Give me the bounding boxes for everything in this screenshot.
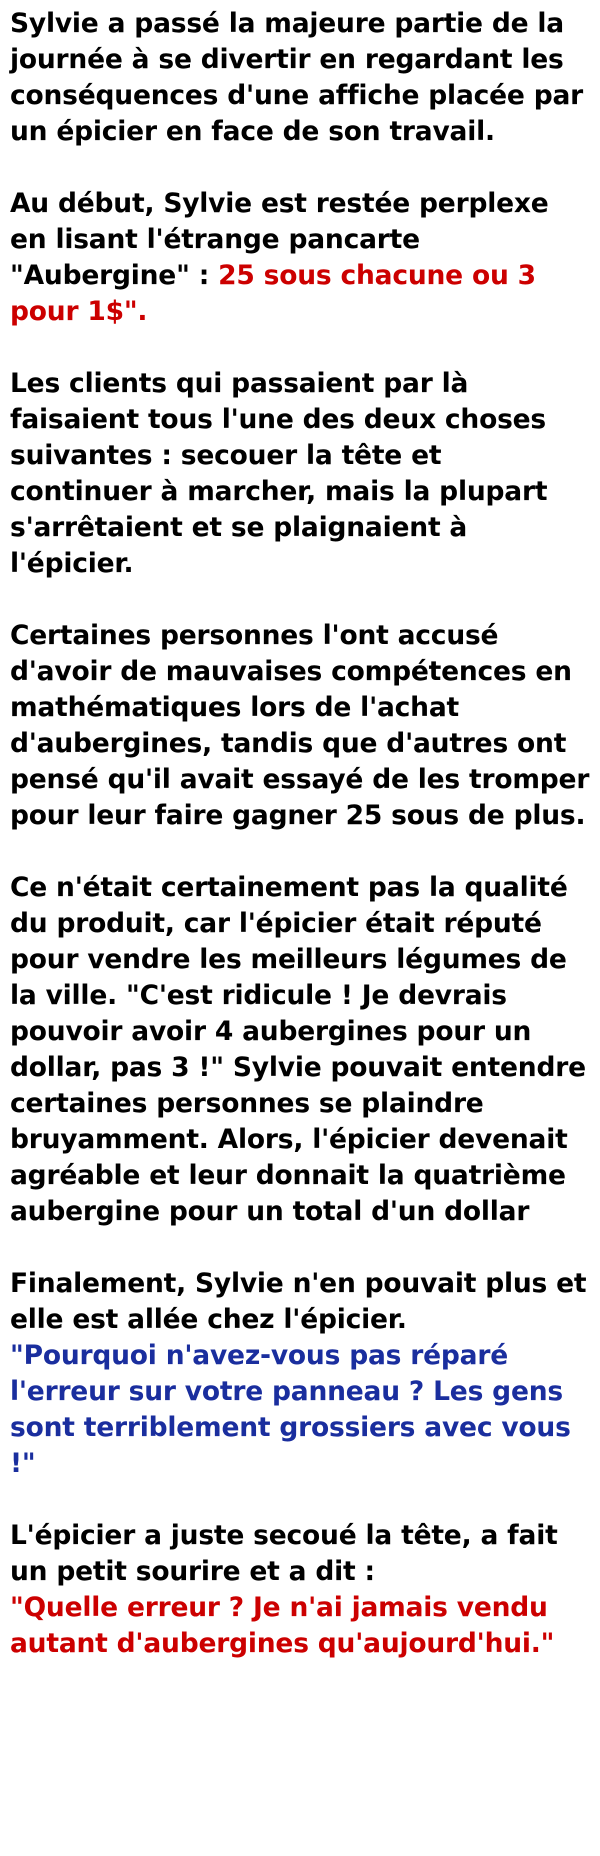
paragraph-clients-text: Les clients qui passaient par là faisaient tous l'une des deux choses suivantes : secouer la tête et continuer à marcher, mais la plupart s'arrêtaient et se plaignaient à l'épicier.	[10, 368, 548, 579]
sign-price-text: 25 sous chacune ou 3 pour 1$".	[10, 260, 536, 327]
paragraph-quality	[10, 870, 590, 1230]
paragraph-accusations-text: Certaines personnes l'ont accusé d'avoir de mauvaises compétences en mathématiques lors de l'achat d'aubergines, tandis que d'autres ont pensé qu'il avait essayé de les tromper pour leur faire gagner 25 sous de plus.	[10, 620, 590, 831]
paragraph-grocer-text: L'épicier a juste secoué la tête, a fait un petit sourire et a dit :	[10, 1520, 558, 1587]
grocer-quote: "Quelle erreur ? Je n'ai jamais vendu autant d'aubergines qu'aujourd'hui."	[10, 1592, 555, 1659]
paragraph-accusations	[10, 618, 590, 834]
paragraph-clients	[10, 366, 590, 582]
paragraph-intro	[10, 6, 590, 150]
paragraph-sylvie-question	[10, 1266, 590, 1482]
paragraph-grocer-answer	[10, 1518, 590, 1662]
sylvie-quote: "Pourquoi n'avez-vous pas réparé l'erreur sur votre panneau ? Les gens sont terriblement grossiers avec vous !"	[10, 1340, 571, 1479]
paragraph-sign	[10, 186, 590, 330]
paragraph-intro-text: Sylvie a passé la majeure partie de la journée à se divertir en regardant les conséquences d'une affiche placée par un épicier en face de son travail.	[10, 8, 584, 147]
paragraph-sylvie-text: Finalement, Sylvie n'en pouvait plus et elle est allée chez l'épicier.	[10, 1268, 587, 1335]
paragraph-quality-text: Ce n'était certainement pas la qualité du produit, car l'épicier était réputé pour vendre les meilleurs légumes de la ville. "C'est ridicule ! Je devrais pouvoir avoir 4 aubergines pour un dollar, pas 3 !" Sylvie pouvait entendre certaines personnes se plaindre bruyamment. Alors, l'épicier devenait agréable et leur donnait la quatrième aubergine pour un total d'un dollar	[10, 872, 586, 1227]
paragraph-sign-text: Au début, Sylvie est restée perplexe en lisant l'étrange pancarte "Aubergine" :	[10, 188, 549, 291]
